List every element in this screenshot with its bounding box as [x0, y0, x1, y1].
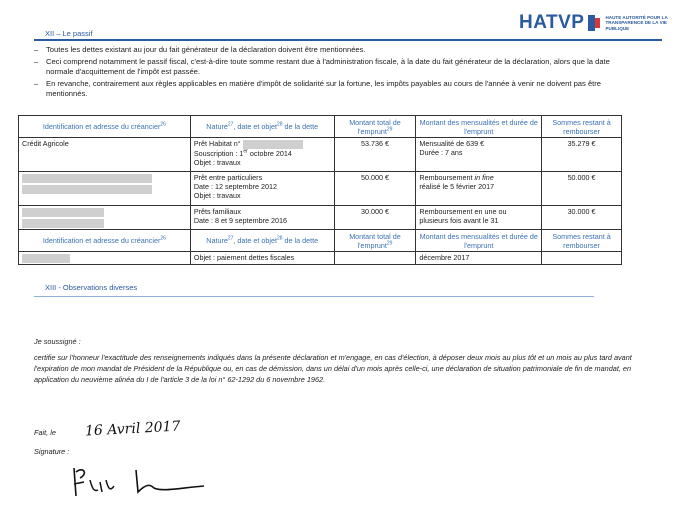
redacted-block	[22, 254, 70, 263]
signature-label: Signature :	[34, 447, 70, 456]
redacted-block	[243, 140, 303, 149]
cell-creditor	[19, 172, 191, 206]
logo-mark-icon	[588, 15, 600, 31]
declaration-text	[34, 336, 650, 385]
header-creditor: Identification et adresse du créancier$^{26}$	[19, 230, 191, 252]
redacted-block	[22, 219, 104, 228]
cell-mensualites: Remboursement in fine réalisé le 5 février 2017	[416, 172, 542, 206]
section-rule	[34, 296, 594, 297]
header-creditor: Identification et adresse du créancier$^{26}$	[19, 116, 191, 138]
cell-total: 30.000 €	[334, 206, 416, 230]
passif-bullets	[34, 45, 634, 101]
bullet-item: – Toutes les dettes existant au jour du fait générateur de la déclaration doivent être mentionnées.	[34, 45, 366, 54]
certification-paragraph: certifie sur l'honneur l'exactitude des renseignements indiqués dans la présente déclaration et m'engage, en cas d'élection, à déposer deux mois au plus tôt et un mois au plus tard avant l'expiration de mon mandat de Président de la République ou, en cas de démission, dans un délai d'un mois après celle-ci, une déclaration de situation patrimoniale de fin de mandat, en application du neuvième alinéa du I de l'article 3 de la loi n° 62-1292 du 6 novembre 1962.	[34, 353, 632, 384]
header-nature: Nature$^{27}$, date et objet$^{28}$ de la dette	[190, 116, 334, 138]
header-restant: Sommes restant à rembourser	[542, 230, 622, 252]
header-nature: Nature$^{27}$, date et objet$^{28}$ de la dette	[190, 230, 334, 252]
header-total: Montant total de l'emprunt$^{29}$	[334, 230, 416, 252]
cell-creditor: Crédit Agricole	[19, 138, 191, 172]
cell-creditor	[19, 252, 191, 265]
fait-le-label: Fait, le	[34, 428, 56, 437]
debts-table	[18, 115, 622, 265]
cell-total: 50.000 €	[334, 172, 416, 206]
header-restant: Sommes restant à rembourser	[542, 116, 622, 138]
redacted-block	[22, 185, 152, 194]
section-rule	[34, 39, 662, 41]
cell-nature: Prêt entre particuliers Date : 12 septembre 2012 Objet : travaux	[190, 172, 334, 206]
logo-subtitle: HAUTE AUTORITÉ POUR LA TRANSPARENCE DE LA VIE PUBLIQUE	[605, 14, 668, 31]
cell-creditor	[19, 206, 191, 230]
redacted-block	[22, 208, 104, 217]
cell-total: 53.736 €	[334, 138, 416, 172]
bullet-item: – En revanche, contrairement aux règles applicables en matière d'impôt de solidarité sur la fortune, les impôts payables au cours de l'année à venir ne doivent pas être mentionnés.	[34, 78, 602, 99]
table-row	[19, 138, 622, 172]
cell-restant: 50.000 €	[542, 172, 622, 206]
soussigne-line: Je soussigné :	[34, 337, 81, 346]
table-header-row	[19, 116, 622, 138]
cell-nature: Prêt Habitat n° Souscription : 1er octobre 2014 Objet : travaux	[190, 138, 334, 172]
table-row	[19, 252, 622, 265]
cell-restant: 35.279 €	[542, 138, 622, 172]
table-header-row	[19, 230, 622, 252]
hatvp-logo	[519, 10, 671, 36]
table-row	[19, 172, 622, 206]
cell-restant	[542, 252, 622, 265]
handwritten-date: 16 Avril 2017	[84, 418, 181, 440]
handwritten-signature	[70, 462, 210, 502]
section-title-passif: XII – Le passif	[45, 29, 93, 38]
cell-nature: Objet : paiement dettes fiscales	[190, 252, 334, 265]
cell-mensualites: Mensualité de 639 € Durée : 7 ans	[416, 138, 542, 172]
header-mensualites: Montant des mensualités et durée de l'emprunt	[416, 116, 542, 138]
table-row	[19, 206, 622, 230]
cell-nature: Prêts familiaux Date : 8 et 9 septembre 2016	[190, 206, 334, 230]
cell-mensualites: décembre 2017	[416, 252, 542, 265]
header-total: Montant total de l'emprunt$^{29}$	[334, 116, 416, 138]
cell-mensualites: Remboursement en une ou plusieurs fois avant le 31	[416, 206, 542, 230]
cell-total	[334, 252, 416, 265]
logo-wordmark: HATVP	[519, 12, 585, 33]
redacted-block	[22, 174, 152, 183]
header-mensualites: Montant des mensualités et durée de l'emprunt	[416, 230, 542, 252]
section-title-observations: XIII - Observations diverses	[45, 283, 138, 292]
bullet-item: – Ceci comprend notamment le passif fiscal, c'est-à-dire toute somme restant due à l'administration fiscale, à la date du fait générateur de la déclaration, alors que la date normale d'acquittement de l'impôt est passée.	[34, 56, 610, 77]
cell-restant: 30.000 €	[542, 206, 622, 230]
